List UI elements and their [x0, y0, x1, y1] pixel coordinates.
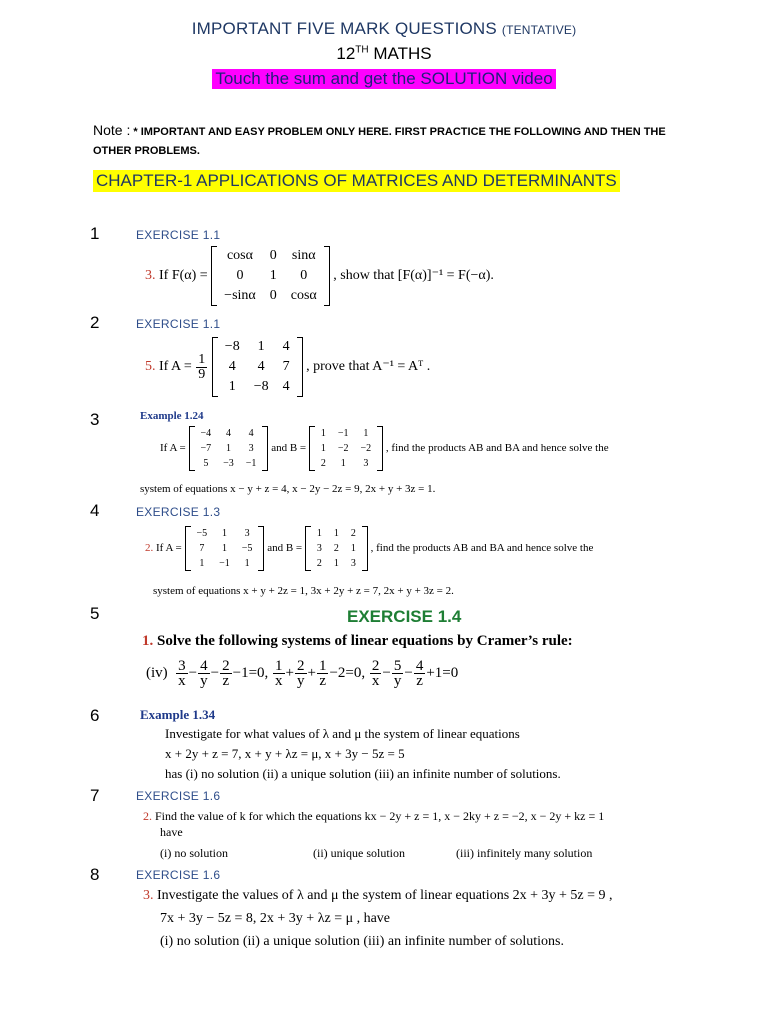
question-3[interactable]: If A = −4 4 4 −7 1 3 5 −3 −1 and B = 1 −1 1 1 −2 −2 2 1 3 , find the products AB and BA and hence solve the: [160, 428, 609, 469]
cramer-equations: (iv) $\frac{3}{x}$ − $\frac{4}{y}$ − $\frac{2}{z}$ −1=0, $\frac{1}{x}$ + $\frac{2}{y}$ + $\frac{1}{z}$ −2=0, $\frac{2}{x}$ − $\frac{5}{y}$ − $\frac{4}{z}$ +1=0: [146, 658, 459, 689]
matrix-cell: 1: [228, 379, 236, 394]
matrix-cell: 4: [248, 428, 254, 439]
question-2[interactable]: 5. If A = $\frac{1}{9}$ −8 1 4 4 4 7 1 −8 4 , prove that A⁻¹ = Aᵀ .: [145, 337, 430, 397]
question-number: 6: [90, 706, 100, 725]
matrix-cell: −8: [253, 379, 269, 394]
question-1[interactable]: 3. If F(α) = cosα 0 sinα 0 1 0 −sinα 0 cosα , show that [F(α)]⁻¹ = F(−α).: [145, 246, 494, 306]
matrix-cell: 4: [282, 379, 290, 394]
matrix-cell: −5: [196, 528, 208, 539]
question-number: 3: [90, 410, 100, 429]
exercise-label: EXERCISE 1.3: [136, 505, 221, 519]
matrix-cell: 7: [282, 359, 290, 374]
example-label: Example 1.34: [140, 707, 216, 722]
question-4[interactable]: 2. If A = −5 1 3 7 1 −5 1 −1 1 and B = 1 1 2 3 2 1 2 1 3 , find the products AB and BA and hence solve the: [145, 528, 594, 569]
title-text: IMPORTANT FIVE MARK QUESTIONS: [191, 19, 497, 38]
matrix-cell: 2: [320, 458, 326, 469]
matrix-cell: 4: [228, 359, 236, 374]
document-title: [0, 19, 768, 39]
matrix-cell: 1: [340, 458, 346, 469]
solution-video-link[interactable]: Touch the sum and get the SOLUTION video: [212, 69, 555, 89]
grade-subject: 12TH MATHS: [336, 44, 432, 63]
note-text: * IMPORTANT AND EASY PROBLEM ONLY HERE. FIRST PRACTICE THE FOLLOWING AND THEN THE OTHER PROBLEMS.: [93, 126, 666, 157]
matrix-cell: −1: [245, 458, 257, 469]
matrix-cell: −2: [360, 443, 372, 454]
question-number: 4: [90, 501, 100, 520]
matrix-a: [189, 426, 269, 471]
matrix-cell: 3: [316, 543, 322, 554]
question-7[interactable]: 2. Find the value of k for which the equations kx − 2y + z = 1, x − 2ky + z = −2, x − 2y + kz = 1 have: [143, 809, 605, 839]
question-number: 7: [90, 786, 100, 805]
matrix-b: [305, 526, 368, 571]
matrix-cell: 7: [199, 543, 205, 554]
matrix-cell: 2: [316, 558, 322, 569]
title-tag: (TENTATIVE): [501, 23, 577, 37]
matrix-cell: 1: [333, 528, 339, 539]
matrix-cell: 1: [320, 443, 326, 454]
matrix-cell: 1: [269, 268, 277, 283]
matrix-cell: −sinα: [224, 288, 256, 303]
example-label: Example 1.24: [140, 410, 204, 422]
option: (i) no solution: [160, 846, 228, 860]
exercise-label: EXERCISE 1.1: [136, 317, 221, 331]
matrix-cell: 4: [282, 339, 290, 354]
matrix-cell: 1: [320, 428, 326, 439]
matrix-cell: −1: [219, 558, 230, 569]
question-6[interactable]: Investigate for what values of λ and μ the system of linear equations x + 2y + z = 7, x + y + λz = μ, x + 3y − 5z = 5 has (i) no solution (ii) a unique solution (iii) an infinite number of solutions.: [165, 726, 561, 781]
matrix-cell: −5: [241, 543, 253, 554]
exercise-label: EXERCISE 1.6: [136, 868, 221, 882]
option: (iii) infinitely many solution: [456, 846, 593, 860]
matrix-cell: 3: [350, 558, 356, 569]
fraction: $\frac{1}{9}$: [198, 351, 206, 382]
exercise-heading: EXERCISE 1.4: [347, 607, 462, 626]
matrix-cell: 4: [257, 359, 265, 374]
exercise-label: EXERCISE 1.6: [136, 789, 221, 803]
matrix-cell: 5: [203, 458, 209, 469]
matrix-a: [212, 337, 303, 397]
matrix-cell: 0: [300, 268, 308, 283]
matrix-cell: −4: [200, 428, 212, 439]
matrix-cell: sinα: [291, 248, 316, 263]
option: (ii) unique solution: [313, 846, 405, 860]
question-8[interactable]: 3. Investigate the values of λ and μ the system of linear equations 2x + 3y + 5z = 9 , 7x + 3y − 5z = 8, 2x + 3y + λz = μ , have (i) no solution (ii) a unique solution (iii) an infinite number of solutions.: [143, 888, 613, 949]
question-number: 5: [90, 604, 100, 623]
matrix-cell: cosα: [226, 248, 253, 263]
matrix-a: [185, 526, 265, 571]
matrix-cell: 1: [221, 528, 227, 539]
matrix-cell: −7: [200, 443, 212, 454]
matrix-cell: 1: [363, 428, 369, 439]
matrix-cell: 2: [350, 528, 356, 539]
question-number: 8: [90, 865, 100, 884]
matrix-cell: 0: [269, 248, 277, 263]
matrix-cell: 1: [225, 443, 231, 454]
matrix-cell: 3: [244, 528, 250, 539]
equation-system: system of equations x − y + z = 4, x − 2y − 2z = 9, 2x + y + 3z = 1.: [140, 483, 436, 495]
question-number: 2: [90, 313, 100, 332]
solution-banner-row: [0, 69, 768, 89]
matrix-f-alpha: [211, 246, 330, 306]
matrix-cell: 0: [269, 288, 277, 303]
matrix-cell: −3: [223, 458, 234, 469]
note: [93, 121, 673, 161]
question-5[interactable]: 1. Solve the following systems of linear equations by Cramer’s rule:: [142, 633, 573, 649]
equation-system: system of equations x + y + 2z = 1, 3x + 2y + z = 7, 2x + y + 3z = 2.: [153, 585, 454, 597]
matrix-b: [309, 426, 383, 471]
note-label: Note :: [93, 122, 131, 138]
matrix-cell: 1: [333, 558, 339, 569]
question-number: 1: [90, 224, 100, 243]
matrix-cell: cosα: [290, 288, 317, 303]
matrix-cell: 2: [333, 543, 339, 554]
matrix-cell: 3: [363, 458, 369, 469]
matrix-cell: 0: [236, 268, 244, 283]
matrix-cell: 1: [316, 528, 322, 539]
matrix-cell: −1: [337, 428, 349, 439]
matrix-cell: 3: [248, 443, 254, 454]
matrix-cell: 1: [257, 339, 265, 354]
matrix-cell: 1: [199, 558, 205, 569]
matrix-cell: 4: [225, 428, 231, 439]
matrix-cell: 1: [244, 558, 250, 569]
matrix-cell: −2: [337, 443, 349, 454]
matrix-cell: −8: [224, 339, 240, 354]
chapter-heading: CHAPTER-1 APPLICATIONS OF MATRICES AND DETERMINANTS: [93, 170, 620, 192]
exercise-label: EXERCISE 1.1: [136, 228, 221, 242]
matrix-cell: 1: [350, 543, 356, 554]
matrix-cell: 1: [221, 543, 227, 554]
